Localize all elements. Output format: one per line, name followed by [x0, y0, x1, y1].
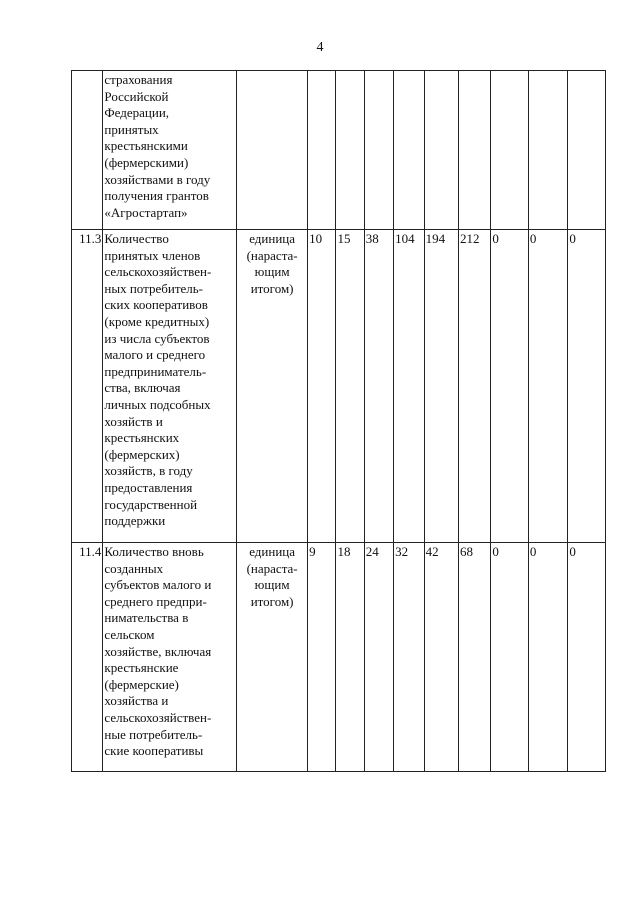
unit-cell [237, 230, 308, 543]
value-cell: 0 [491, 230, 528, 543]
indicator-name-cell [103, 71, 237, 230]
value-cell: 0 [491, 543, 528, 772]
name-line: (кроме кредитных) [104, 313, 210, 329]
value-cell: 212 [459, 230, 491, 543]
name-line: субъектов малого и [104, 577, 212, 593]
name-line: поддержки [104, 513, 166, 529]
name-line: среднего предпри- [104, 593, 207, 609]
name-line: из числа субъектов [104, 330, 210, 346]
value-cell: 0 [528, 543, 568, 772]
value-cell [459, 71, 491, 230]
name-line: ных потребитель- [104, 280, 204, 296]
name-line: личных подсобных [104, 396, 211, 412]
unit-cell [237, 543, 308, 772]
name-line: принятых членов [104, 247, 201, 263]
name-line: хозяйств, в году [104, 463, 193, 479]
unit-line: ющим [254, 264, 290, 280]
value-cell [308, 71, 336, 230]
value-cell: 0 [568, 543, 606, 772]
unit-line: итогом) [250, 593, 294, 609]
name-line: крестьянскими [104, 138, 188, 154]
value-cell [528, 71, 568, 230]
value-cell [491, 71, 528, 230]
name-line: крестьянских [104, 430, 180, 446]
name-line: предоставления [104, 479, 193, 495]
name-line: сельскохозяйствен- [104, 709, 212, 725]
name-line: сельскохозяйствен- [104, 264, 212, 280]
unit-line: итогом) [250, 280, 294, 296]
name-line: (фермерскими) [104, 154, 189, 170]
name-line: (фермерские) [104, 676, 179, 692]
value-cell: 15 [336, 230, 364, 543]
name-line: ских кооперативов [104, 297, 208, 313]
value-cell [336, 71, 364, 230]
table-row [72, 71, 606, 230]
name-line: «Агростартап» [104, 204, 188, 220]
value-cell: 0 [528, 230, 568, 543]
name-line: (фермерских) [104, 446, 180, 462]
table-row [72, 543, 606, 772]
value-cell: 38 [364, 230, 393, 543]
unit-line: единица [249, 231, 296, 246]
value-cell [364, 71, 393, 230]
name-line: Российской [104, 88, 169, 104]
name-line: сельском [104, 626, 155, 642]
name-line: получения грантов [104, 188, 209, 204]
name-line: нимательства в [104, 610, 189, 626]
unit-cell [237, 71, 308, 230]
name-line: ские кооперативы [104, 743, 204, 759]
indicator-name-cell [103, 543, 237, 772]
value-cell: 9 [308, 543, 336, 772]
name-line: Количество вновь [104, 544, 204, 559]
value-cell: 42 [424, 543, 458, 772]
row-number-cell: 11.4 [72, 543, 103, 772]
name-line: хозяйств и [104, 413, 163, 429]
table-row [72, 230, 606, 543]
name-line: хозяйстве, включая [104, 643, 212, 659]
value-cell: 68 [459, 543, 491, 772]
unit-line: ющим [254, 577, 290, 593]
name-line: хозяйствами в году [104, 171, 211, 187]
value-cell: 18 [336, 543, 364, 772]
value-cell: 32 [394, 543, 424, 772]
value-cell: 24 [364, 543, 393, 772]
name-line: созданных [104, 560, 164, 576]
value-cell: 104 [394, 230, 424, 543]
value-cell [424, 71, 458, 230]
unit-line: (нараста- [246, 247, 298, 263]
value-cell: 0 [568, 230, 606, 543]
name-line: государственной [104, 496, 198, 512]
row-number-cell [72, 71, 103, 230]
page-number: 4 [316, 40, 324, 55]
name-line: страхования [104, 72, 173, 87]
name-line: Федерации, [104, 105, 170, 121]
row-number-cell: 11.3 [72, 230, 103, 543]
name-line: принятых [104, 121, 159, 137]
name-line: предприниматель- [104, 363, 207, 379]
name-line: ные потребитель- [104, 726, 203, 742]
name-line: Количество [104, 231, 169, 246]
value-cell: 10 [308, 230, 336, 543]
name-line: хозяйства и [104, 693, 169, 709]
value-cell [568, 71, 606, 230]
unit-line: единица [249, 544, 296, 559]
value-cell: 194 [424, 230, 458, 543]
unit-line: (нараста- [246, 560, 298, 576]
name-line: крестьянские [104, 660, 179, 676]
indicator-table [71, 70, 606, 772]
indicator-name-cell [103, 230, 237, 543]
name-line: ства, включая [104, 380, 181, 396]
value-cell [394, 71, 424, 230]
name-line: малого и среднего [104, 347, 206, 363]
